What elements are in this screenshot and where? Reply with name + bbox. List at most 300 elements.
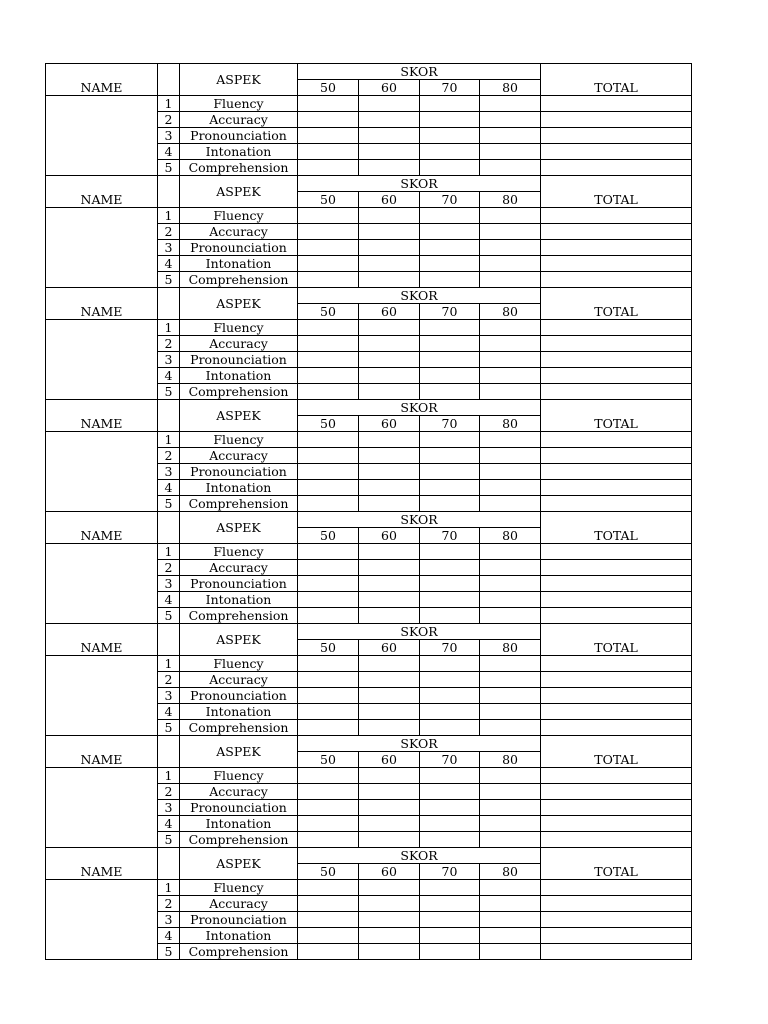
score-cell[interactable]	[359, 448, 420, 464]
score-cell[interactable]	[359, 816, 420, 832]
total-cell[interactable]	[541, 384, 692, 400]
score-value-header: 50	[298, 752, 359, 768]
score-value-header: 60	[359, 416, 420, 432]
total-cell[interactable]	[541, 912, 692, 928]
score-cell[interactable]	[359, 768, 420, 784]
aspect-number: 4	[158, 256, 180, 272]
score-cell[interactable]	[420, 320, 480, 336]
total-cell[interactable]	[541, 560, 692, 576]
score-cell[interactable]	[359, 384, 420, 400]
score-cell[interactable]	[480, 656, 541, 672]
total-cell[interactable]	[541, 576, 692, 592]
score-cell[interactable]	[298, 368, 359, 384]
score-cell[interactable]	[420, 480, 480, 496]
score-cell[interactable]	[480, 480, 541, 496]
aspect-number: 2	[158, 784, 180, 800]
total-cell[interactable]	[541, 464, 692, 480]
block-header-row	[46, 624, 692, 640]
skor-header: SKOR	[298, 64, 541, 80]
aspect-number: 2	[158, 224, 180, 240]
score-cell[interactable]	[480, 464, 541, 480]
student-name-cell[interactable]	[46, 96, 158, 176]
number-header-cell	[158, 736, 180, 768]
total-header: TOTAL	[541, 736, 692, 768]
total-cell[interactable]	[541, 336, 692, 352]
score-cell[interactable]	[420, 464, 480, 480]
total-header: TOTAL	[541, 176, 692, 208]
skor-header: SKOR	[298, 288, 541, 304]
score-cell[interactable]	[298, 160, 359, 176]
aspect-number: 3	[158, 128, 180, 144]
score-value-header: 70	[420, 640, 480, 656]
score-cell[interactable]	[480, 144, 541, 160]
score-cell[interactable]	[480, 592, 541, 608]
score-cell[interactable]	[359, 144, 420, 160]
score-cell[interactable]	[298, 688, 359, 704]
aspect-number: 2	[158, 336, 180, 352]
score-cell[interactable]	[480, 896, 541, 912]
score-cell[interactable]	[298, 336, 359, 352]
total-cell[interactable]	[541, 688, 692, 704]
aspek-header: ASPEK	[180, 624, 298, 656]
number-header-cell	[158, 176, 180, 208]
score-cell[interactable]	[298, 320, 359, 336]
score-cell[interactable]	[480, 160, 541, 176]
score-cell[interactable]	[420, 160, 480, 176]
total-cell[interactable]	[541, 928, 692, 944]
total-cell[interactable]	[541, 592, 692, 608]
score-cell[interactable]	[359, 160, 420, 176]
score-cell[interactable]	[359, 896, 420, 912]
score-cell[interactable]	[480, 96, 541, 112]
aspek-header: ASPEK	[180, 400, 298, 432]
block-header-row	[46, 512, 692, 528]
name-header: NAME	[46, 64, 158, 96]
total-cell[interactable]	[541, 896, 692, 912]
score-cell[interactable]	[480, 672, 541, 688]
assessment-table	[45, 63, 692, 960]
aspect-row	[46, 320, 692, 336]
aspect-number: 1	[158, 768, 180, 784]
score-cell[interactable]	[480, 368, 541, 384]
score-cell[interactable]	[480, 240, 541, 256]
student-name-cell[interactable]	[46, 432, 158, 512]
score-cell[interactable]	[359, 336, 420, 352]
score-value-header: 70	[420, 864, 480, 880]
score-cell[interactable]	[359, 96, 420, 112]
aspect-label: Accuracy	[180, 336, 298, 352]
score-cell[interactable]	[420, 368, 480, 384]
aspect-number: 2	[158, 672, 180, 688]
score-cell[interactable]	[420, 224, 480, 240]
number-header-cell	[158, 624, 180, 656]
score-cell[interactable]	[420, 896, 480, 912]
total-cell[interactable]	[541, 352, 692, 368]
score-cell[interactable]	[298, 560, 359, 576]
score-value-header: 50	[298, 864, 359, 880]
score-cell[interactable]	[480, 496, 541, 512]
score-cell[interactable]	[420, 144, 480, 160]
score-cell[interactable]	[298, 784, 359, 800]
score-cell[interactable]	[480, 224, 541, 240]
score-cell[interactable]	[298, 256, 359, 272]
assessment-table-body	[46, 64, 692, 960]
aspect-number: 3	[158, 576, 180, 592]
aspect-label: Accuracy	[180, 448, 298, 464]
score-cell[interactable]	[298, 432, 359, 448]
aspect-number: 4	[158, 368, 180, 384]
score-cell[interactable]	[298, 496, 359, 512]
score-cell[interactable]	[298, 944, 359, 960]
total-cell[interactable]	[541, 448, 692, 464]
score-cell[interactable]	[359, 880, 420, 896]
score-value-header: 80	[480, 528, 541, 544]
score-cell[interactable]	[480, 576, 541, 592]
score-cell[interactable]	[298, 352, 359, 368]
score-cell[interactable]	[420, 672, 480, 688]
score-cell[interactable]	[359, 720, 420, 736]
score-cell[interactable]	[480, 336, 541, 352]
score-cell[interactable]	[480, 128, 541, 144]
aspect-number: 5	[158, 832, 180, 848]
score-value-header: 70	[420, 80, 480, 96]
aspect-number: 3	[158, 688, 180, 704]
score-cell[interactable]	[420, 96, 480, 112]
score-cell[interactable]	[298, 544, 359, 560]
score-cell[interactable]	[480, 352, 541, 368]
score-value-header: 60	[359, 864, 420, 880]
score-cell[interactable]	[420, 256, 480, 272]
skor-header: SKOR	[298, 848, 541, 864]
score-cell[interactable]	[480, 256, 541, 272]
score-cell[interactable]	[480, 608, 541, 624]
score-cell[interactable]	[359, 368, 420, 384]
total-cell[interactable]	[541, 944, 692, 960]
total-cell[interactable]	[541, 320, 692, 336]
score-cell[interactable]	[420, 496, 480, 512]
score-cell[interactable]	[420, 384, 480, 400]
score-cell[interactable]	[420, 432, 480, 448]
score-cell[interactable]	[359, 128, 420, 144]
score-cell[interactable]	[359, 784, 420, 800]
score-cell[interactable]	[298, 128, 359, 144]
name-header: NAME	[46, 400, 158, 432]
total-cell[interactable]	[541, 240, 692, 256]
score-cell[interactable]	[480, 320, 541, 336]
score-cell[interactable]	[480, 688, 541, 704]
aspect-number: 1	[158, 208, 180, 224]
score-value-header: 60	[359, 640, 420, 656]
score-cell[interactable]	[480, 112, 541, 128]
student-name-cell[interactable]	[46, 880, 158, 960]
score-cell[interactable]	[420, 720, 480, 736]
score-cell[interactable]	[420, 688, 480, 704]
score-cell[interactable]	[420, 784, 480, 800]
score-cell[interactable]	[298, 768, 359, 784]
score-cell[interactable]	[420, 592, 480, 608]
aspect-number: 3	[158, 912, 180, 928]
score-cell[interactable]	[298, 112, 359, 128]
score-cell[interactable]	[298, 464, 359, 480]
score-cell[interactable]	[298, 608, 359, 624]
score-cell[interactable]	[298, 672, 359, 688]
total-cell[interactable]	[541, 480, 692, 496]
score-cell[interactable]	[359, 592, 420, 608]
score-value-header: 80	[480, 416, 541, 432]
total-cell[interactable]	[541, 368, 692, 384]
score-cell[interactable]	[359, 256, 420, 272]
score-cell[interactable]	[359, 688, 420, 704]
total-cell[interactable]	[541, 784, 692, 800]
aspect-label: Accuracy	[180, 224, 298, 240]
score-cell[interactable]	[420, 944, 480, 960]
total-cell[interactable]	[541, 832, 692, 848]
aspect-number: 2	[158, 560, 180, 576]
score-cell[interactable]	[420, 112, 480, 128]
aspect-label: Pronounciation	[180, 352, 298, 368]
score-cell[interactable]	[298, 656, 359, 672]
aspect-label: Comprehension	[180, 608, 298, 624]
aspect-number: 2	[158, 112, 180, 128]
score-cell[interactable]	[480, 544, 541, 560]
score-cell[interactable]	[480, 384, 541, 400]
name-header: NAME	[46, 288, 158, 320]
score-cell[interactable]	[359, 944, 420, 960]
total-cell[interactable]	[541, 880, 692, 896]
score-cell[interactable]	[359, 560, 420, 576]
score-cell[interactable]	[359, 272, 420, 288]
score-cell[interactable]	[420, 560, 480, 576]
score-cell[interactable]	[480, 800, 541, 816]
score-cell[interactable]	[420, 240, 480, 256]
score-cell[interactable]	[420, 912, 480, 928]
aspect-label: Fluency	[180, 432, 298, 448]
score-cell[interactable]	[480, 704, 541, 720]
aspect-number: 1	[158, 880, 180, 896]
score-cell[interactable]	[298, 208, 359, 224]
aspect-label: Intonation	[180, 368, 298, 384]
total-cell[interactable]	[541, 704, 692, 720]
total-cell[interactable]	[541, 256, 692, 272]
total-cell[interactable]	[541, 160, 692, 176]
score-cell[interactable]	[359, 496, 420, 512]
score-cell[interactable]	[420, 272, 480, 288]
aspect-label: Intonation	[180, 928, 298, 944]
total-cell[interactable]	[541, 144, 692, 160]
aspect-number: 3	[158, 464, 180, 480]
score-cell[interactable]	[359, 800, 420, 816]
total-cell[interactable]	[541, 544, 692, 560]
total-cell[interactable]	[541, 656, 692, 672]
score-cell[interactable]	[420, 800, 480, 816]
score-cell[interactable]	[298, 480, 359, 496]
score-cell[interactable]	[298, 224, 359, 240]
score-cell[interactable]	[480, 944, 541, 960]
score-cell[interactable]	[298, 448, 359, 464]
score-cell[interactable]	[420, 576, 480, 592]
score-cell[interactable]	[420, 928, 480, 944]
score-cell[interactable]	[298, 576, 359, 592]
total-cell[interactable]	[541, 96, 692, 112]
score-cell[interactable]	[359, 928, 420, 944]
score-cell[interactable]	[359, 208, 420, 224]
score-cell[interactable]	[480, 720, 541, 736]
aspect-label: Comprehension	[180, 944, 298, 960]
aspect-label: Intonation	[180, 704, 298, 720]
name-header: NAME	[46, 736, 158, 768]
total-cell[interactable]	[541, 208, 692, 224]
score-cell[interactable]	[480, 880, 541, 896]
score-value-header: 60	[359, 192, 420, 208]
score-cell[interactable]	[480, 832, 541, 848]
score-cell[interactable]	[298, 144, 359, 160]
aspect-label: Intonation	[180, 480, 298, 496]
aspect-number: 1	[158, 96, 180, 112]
aspek-header: ASPEK	[180, 736, 298, 768]
score-cell[interactable]	[298, 800, 359, 816]
score-cell[interactable]	[420, 608, 480, 624]
score-cell[interactable]	[298, 832, 359, 848]
score-cell[interactable]	[480, 784, 541, 800]
score-cell[interactable]	[298, 384, 359, 400]
score-cell[interactable]	[359, 608, 420, 624]
total-cell[interactable]	[541, 608, 692, 624]
score-value-header: 60	[359, 80, 420, 96]
score-cell[interactable]	[359, 224, 420, 240]
score-cell[interactable]	[298, 592, 359, 608]
aspect-row	[46, 656, 692, 672]
score-cell[interactable]	[359, 832, 420, 848]
score-cell[interactable]	[298, 896, 359, 912]
score-cell[interactable]	[420, 768, 480, 784]
score-cell[interactable]	[298, 240, 359, 256]
total-cell[interactable]	[541, 768, 692, 784]
aspect-label: Fluency	[180, 880, 298, 896]
aspect-number: 5	[158, 608, 180, 624]
aspect-row	[46, 880, 692, 896]
score-cell[interactable]	[480, 432, 541, 448]
score-cell[interactable]	[420, 352, 480, 368]
aspect-row	[46, 432, 692, 448]
score-cell[interactable]	[359, 432, 420, 448]
score-cell[interactable]	[480, 768, 541, 784]
score-cell[interactable]	[359, 240, 420, 256]
score-cell[interactable]	[480, 912, 541, 928]
aspect-label: Comprehension	[180, 832, 298, 848]
score-cell[interactable]	[298, 928, 359, 944]
score-cell[interactable]	[359, 480, 420, 496]
aspect-label: Pronounciation	[180, 576, 298, 592]
total-cell[interactable]	[541, 128, 692, 144]
total-cell[interactable]	[541, 496, 692, 512]
score-cell[interactable]	[420, 208, 480, 224]
skor-header: SKOR	[298, 624, 541, 640]
score-cell[interactable]	[420, 656, 480, 672]
score-value-header: 50	[298, 304, 359, 320]
score-value-header: 70	[420, 528, 480, 544]
score-cell[interactable]	[298, 704, 359, 720]
score-cell[interactable]	[480, 816, 541, 832]
student-name-cell[interactable]	[46, 768, 158, 848]
score-cell[interactable]	[480, 928, 541, 944]
aspect-label: Intonation	[180, 144, 298, 160]
score-cell[interactable]	[298, 720, 359, 736]
score-value-header: 80	[480, 640, 541, 656]
score-cell[interactable]	[480, 448, 541, 464]
score-cell[interactable]	[298, 880, 359, 896]
name-header: NAME	[46, 176, 158, 208]
block-header-row	[46, 64, 692, 80]
score-value-header: 80	[480, 192, 541, 208]
score-cell[interactable]	[359, 656, 420, 672]
aspect-number: 3	[158, 352, 180, 368]
score-cell[interactable]	[359, 352, 420, 368]
student-name-cell[interactable]	[46, 656, 158, 736]
total-cell[interactable]	[541, 672, 692, 688]
score-cell[interactable]	[359, 704, 420, 720]
aspect-label: Comprehension	[180, 272, 298, 288]
aspect-label: Fluency	[180, 96, 298, 112]
total-cell[interactable]	[541, 816, 692, 832]
score-cell[interactable]	[298, 816, 359, 832]
score-cell[interactable]	[420, 880, 480, 896]
score-cell[interactable]	[359, 672, 420, 688]
total-cell[interactable]	[541, 272, 692, 288]
score-cell[interactable]	[420, 704, 480, 720]
score-cell[interactable]	[420, 544, 480, 560]
score-cell[interactable]	[420, 448, 480, 464]
aspek-header: ASPEK	[180, 64, 298, 96]
number-header-cell	[158, 288, 180, 320]
score-value-header: 60	[359, 304, 420, 320]
score-cell[interactable]	[359, 320, 420, 336]
block-header-row	[46, 288, 692, 304]
score-value-header: 70	[420, 192, 480, 208]
aspect-label: Intonation	[180, 592, 298, 608]
student-name-cell[interactable]	[46, 544, 158, 624]
score-cell[interactable]	[298, 96, 359, 112]
score-cell[interactable]	[420, 816, 480, 832]
student-name-cell[interactable]	[46, 320, 158, 400]
student-name-cell[interactable]	[46, 208, 158, 288]
score-cell[interactable]	[359, 112, 420, 128]
number-header-cell	[158, 512, 180, 544]
score-cell[interactable]	[359, 912, 420, 928]
score-cell[interactable]	[359, 576, 420, 592]
total-cell[interactable]	[541, 432, 692, 448]
total-cell[interactable]	[541, 800, 692, 816]
score-cell[interactable]	[420, 832, 480, 848]
block-header-row	[46, 736, 692, 752]
total-cell[interactable]	[541, 224, 692, 240]
score-cell[interactable]	[420, 128, 480, 144]
score-cell[interactable]	[480, 208, 541, 224]
score-cell[interactable]	[298, 912, 359, 928]
score-cell[interactable]	[359, 544, 420, 560]
score-cell[interactable]	[359, 464, 420, 480]
total-cell[interactable]	[541, 720, 692, 736]
number-header-cell	[158, 848, 180, 880]
aspect-number: 1	[158, 432, 180, 448]
block-header-row	[46, 400, 692, 416]
aspect-number: 1	[158, 320, 180, 336]
score-cell[interactable]	[480, 272, 541, 288]
aspect-number: 4	[158, 928, 180, 944]
total-cell[interactable]	[541, 112, 692, 128]
score-cell[interactable]	[298, 272, 359, 288]
score-cell[interactable]	[420, 336, 480, 352]
score-cell[interactable]	[480, 560, 541, 576]
